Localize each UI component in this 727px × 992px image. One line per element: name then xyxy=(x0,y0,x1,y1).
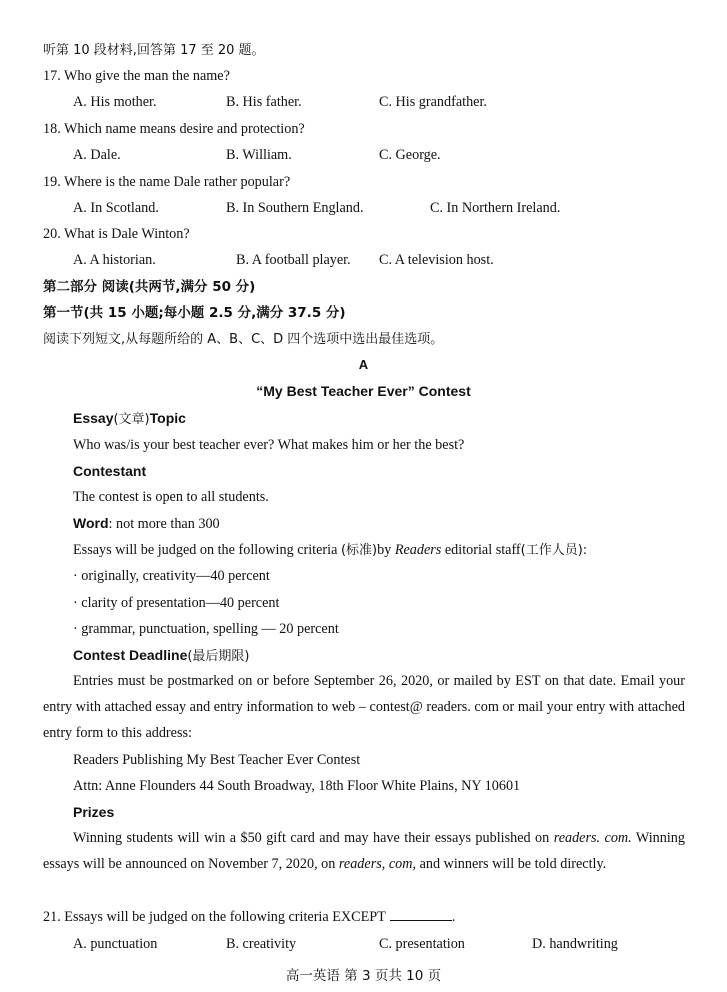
criteria-item: · clarity of presentation—40 percent xyxy=(73,595,280,611)
option-c[interactable]: C. His grandfather. xyxy=(379,94,487,110)
option-a[interactable]: A. In Scotland. xyxy=(73,200,159,216)
part-title: 第二部分 阅读(共两节,满分 50 分) xyxy=(43,279,256,295)
prizes-text: Winning students will win a $50 gift card and may have their essays published on readers. com. Winning essays will be announced on November 7, 2020, on readers, com, and winners will be told directly. xyxy=(43,830,685,872)
option-a[interactable]: A. A historian. xyxy=(73,252,156,268)
address-line: Readers Publishing My Best Teacher Ever Contest xyxy=(73,752,361,768)
question-stem: 18. Which name means desire and protection? xyxy=(43,121,305,137)
option-a[interactable]: A. punctuation xyxy=(73,936,158,952)
question-stem: 21. Essays will be judged on the following criteria EXCEPT . xyxy=(43,909,456,925)
option-b[interactable]: B. In Southern England. xyxy=(226,200,364,216)
option-b[interactable]: B. creativity xyxy=(226,936,297,952)
prizes-link: readers. com. xyxy=(553,830,632,846)
deadline-text: Entries must be postmarked on or before September 26, 2020, or mailed by EST on that date. Email your entry with attached essay and entry information to web – contest@ readers. com or mail your entry with attached entry form to this address: xyxy=(43,673,685,741)
option-b[interactable]: B. A football player. xyxy=(236,252,351,268)
criteria-item: · originally, creativity—40 percent xyxy=(73,568,270,584)
contestant-heading: Contestant xyxy=(73,463,147,479)
address-line: Attn: Anne Flounders 44 South Broadway, 18th Floor White Plains, NY 10601 xyxy=(73,778,521,794)
option-c[interactable]: C. A television host. xyxy=(379,252,494,268)
prizes-link: readers, com, xyxy=(338,856,417,872)
answer-blank[interactable] xyxy=(390,908,452,921)
essay-topic-text: Who was/is your best teacher ever? What makes him or her the best? xyxy=(73,437,465,453)
option-b[interactable]: B. William. xyxy=(226,147,292,163)
reading-instruction: 阅读下列短文,从每题所给的 A、B、C、D 四个选项中选出最佳选项。 xyxy=(43,332,444,347)
question-stem: 20. What is Dale Winton? xyxy=(43,226,190,242)
deadline-heading: Contest Deadline(最后期限) xyxy=(73,647,250,664)
option-b[interactable]: B. His father. xyxy=(226,94,302,110)
word-limit: Word: not more than 300 xyxy=(73,515,220,532)
option-d[interactable]: D. handwriting xyxy=(532,936,618,952)
question-stem: 17. Who give the man the name? xyxy=(43,68,230,84)
essay-topic-heading: Essay(文章)Topic xyxy=(73,410,186,427)
section-title: 第一节(共 15 小题;每小题 2.5 分,满分 37.5 分) xyxy=(43,305,346,321)
prizes-heading: Prizes xyxy=(73,804,115,820)
page-footer: 高一英语 第 3 页共 10 页 xyxy=(285,968,442,984)
section-intro: 听第 10 段材料,回答第 17 至 20 题。 xyxy=(43,43,265,58)
criteria-item: · grammar, punctuation, spelling — 20 percent xyxy=(73,621,339,637)
passage-title: “My Best Teacher Ever” Contest xyxy=(256,383,471,399)
option-c[interactable]: C. presentation xyxy=(379,936,465,952)
passage-letter: A xyxy=(358,357,369,372)
question-stem: 19. Where is the name Dale rather popular? xyxy=(43,174,291,190)
option-c[interactable]: C. In Northern Ireland. xyxy=(430,200,561,216)
option-a[interactable]: A. Dale. xyxy=(73,147,121,163)
criteria-intro: Essays will be judged on the following criteria (标准)by Readers editorial staff(工作人员): xyxy=(73,542,588,558)
option-a[interactable]: A. His mother. xyxy=(73,94,157,110)
option-c[interactable]: C. George. xyxy=(379,147,441,163)
contestant-text: The contest is open to all students. xyxy=(73,489,269,505)
